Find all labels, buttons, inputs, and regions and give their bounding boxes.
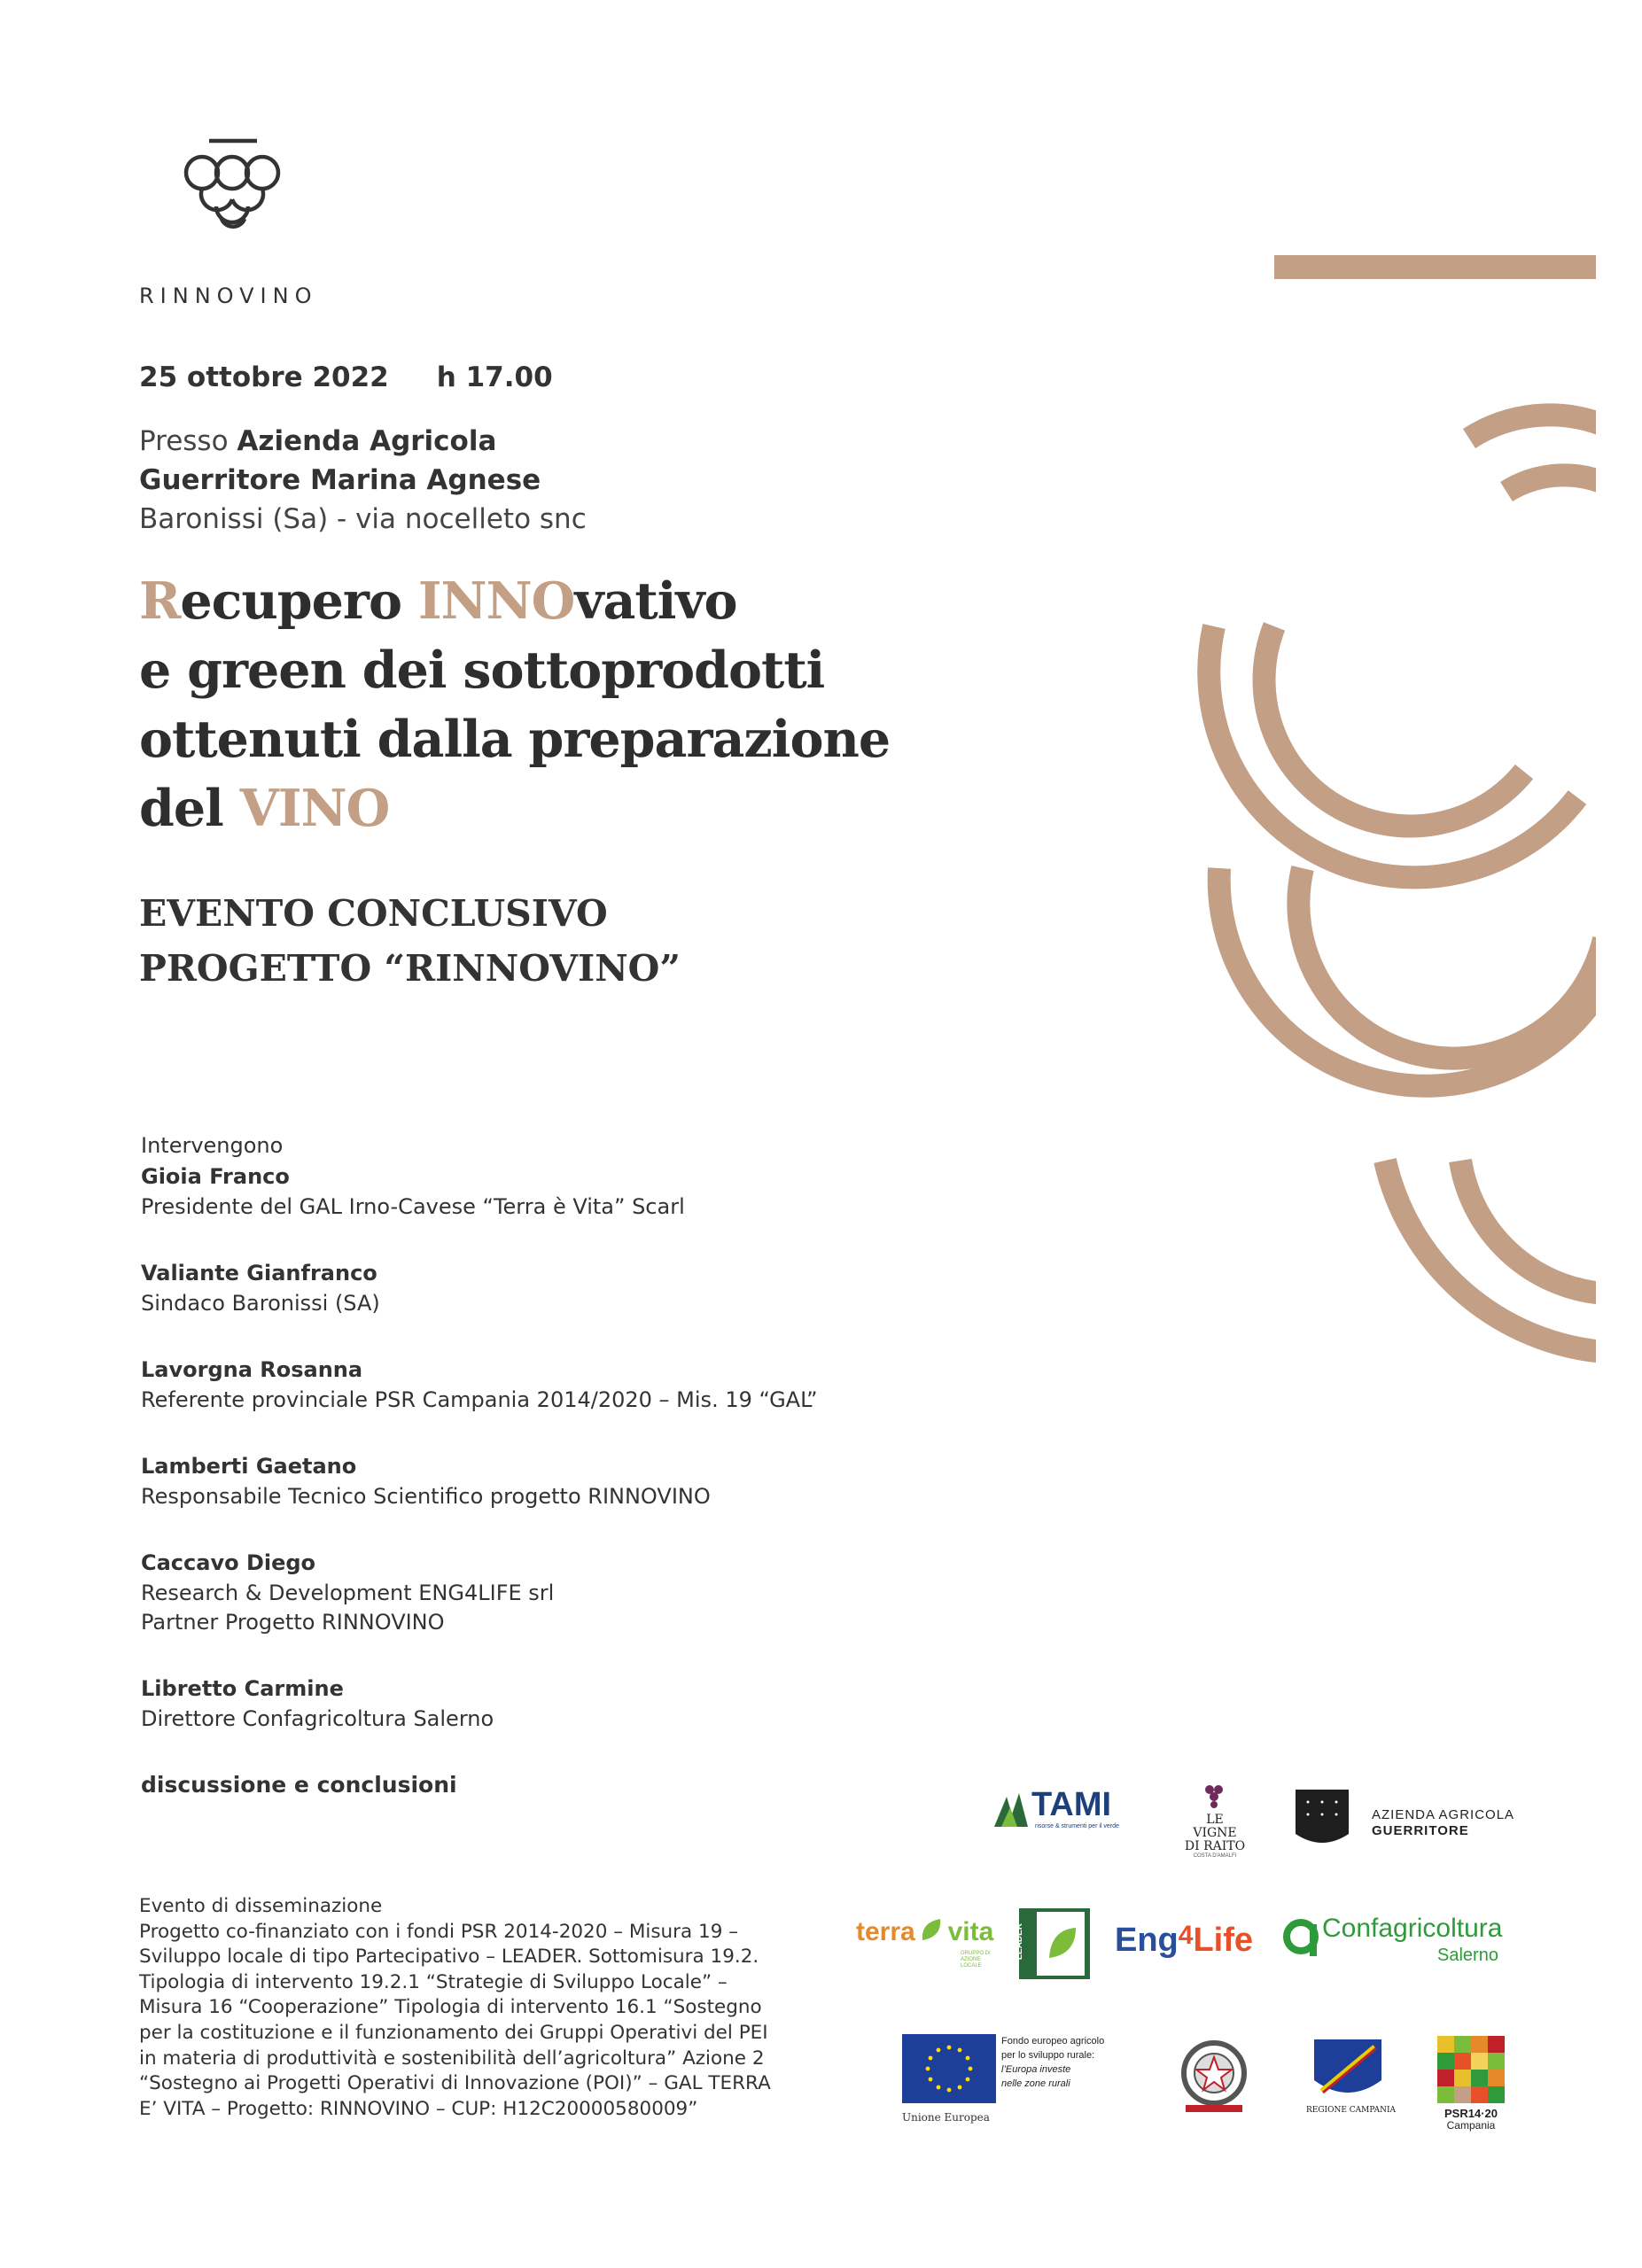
title-ecupero: ecupero [180, 571, 418, 631]
speaker-item [141, 1450, 818, 1511]
speaker-role: Referente provinciale PSR Campania 2014/2020 – Mis. 19 “GAL” [141, 1387, 818, 1412]
feasr-text [1001, 2034, 1104, 2091]
decorative-mid-ring-2 [1298, 868, 1604, 1059]
regione-campania-logo [1306, 2038, 1397, 2115]
brand-name: RINNOVINO [139, 284, 318, 308]
event-time: h 17.00 [436, 361, 553, 393]
decorative-low-ring-2 [1460, 1161, 1604, 1293]
terravita-text-b: vita [947, 1917, 994, 1946]
leader-leaf-icon [1044, 1922, 1081, 1965]
psr-text-2: Campania [1446, 2119, 1496, 2132]
event-venue [139, 422, 587, 539]
guerritore-text-1: AZIENDA AGRICOLA [1372, 1807, 1515, 1822]
eng-text-a: Eng [1115, 1922, 1179, 1959]
title-vino: VINO [239, 779, 390, 838]
event-date: 25 ottobre 2022 [139, 361, 389, 393]
dissemination-line: Tipologia di intervento 19.2.1 “Strategie di Sviluppo Locale” – [139, 1970, 728, 1993]
vigne-raito-logo [1175, 1781, 1255, 1859]
event-subtitle [139, 886, 681, 996]
decorative-bar [1274, 255, 1596, 279]
regione-label: REGIONE CAMPANIA [1306, 2106, 1397, 2115]
vigne-text-1: LE [1206, 1813, 1224, 1827]
speaker-item [141, 1161, 818, 1222]
speaker-item [141, 1547, 818, 1637]
vine-icon [1197, 1781, 1233, 1809]
title-r: R [139, 571, 181, 631]
tami-logo [992, 1786, 1119, 1835]
eu-label: Unione Europea [902, 2111, 990, 2124]
psr-campania-logo [1437, 2036, 1505, 2132]
terravita-text-a: terra [856, 1917, 915, 1946]
dissemination-text [139, 1894, 813, 2122]
subtitle-line-2: PROGETTO “RINNOVINO” [139, 947, 681, 990]
title-line-2: e green dei sottoprodotti [139, 641, 825, 700]
dissemination-line: per la costituzione e il funzionamento dei Gruppi Operativi del PEI [139, 2021, 768, 2044]
subtitle-line-1: EVENTO CONCLUSIVO [139, 892, 608, 935]
terravita-subtext: GRUPPO DI AZIONE LOCALE [961, 1951, 991, 1969]
guerritore-text-2: GUERRITORE [1372, 1823, 1469, 1838]
speaker-role-2: Partner Progetto RINNOVINO [141, 1610, 445, 1635]
decorative-top-arc-2 [1506, 475, 1604, 492]
title-inno: INNO [417, 571, 575, 631]
psr-text-1: PSR14·20 [1444, 2107, 1498, 2120]
speaker-role: Sindaco Baronissi (SA) [141, 1291, 380, 1316]
dissemination-line: in materia di produttività e sostenibilità dell’agricoltura” Azione 2 [139, 2047, 765, 2070]
leader-logo [1015, 1908, 1090, 1979]
speaker-name: Lavorgna Rosanna [141, 1357, 363, 1382]
speaker-name: Libretto Carmine [141, 1676, 344, 1701]
speaker-name: Gioia Franco [141, 1164, 290, 1189]
speaker-role: Responsabile Tecnico Scientifico progetto RINNOVINO [141, 1484, 711, 1509]
speaker-item [141, 1257, 818, 1318]
leader-text: LEADER [1015, 1922, 1025, 1961]
decorative-low-ring-1 [1385, 1161, 1604, 1352]
feasr-line-1: Fondo europeo agricolo [1001, 2036, 1105, 2047]
regione-campania-shield-icon [1312, 2038, 1383, 2101]
title-del: del [139, 779, 240, 838]
eu-flag-icon [902, 2034, 996, 2103]
tami-mark-icon [992, 1788, 1037, 1830]
venue-name-1: Azienda Agricola [237, 425, 497, 457]
psr-mosaic-icon [1437, 2036, 1505, 2103]
eu-logo [902, 2034, 1105, 2124]
guerritore-shield-icon [1294, 1788, 1350, 1852]
speaker-name: Caccavo Diego [141, 1550, 316, 1575]
tami-text: TAMI [1031, 1786, 1112, 1823]
decorative-rings-icon [1037, 248, 1642, 1373]
dissemination-line: Sviluppo locale di tipo Partecipativo – LEADER. Sottomisura 19.2. [139, 1946, 759, 1969]
tami-subtext: risorse & strumenti per il verde [1035, 1823, 1119, 1829]
vigne-text-4: COSTA D'AMALFI [1193, 1853, 1237, 1859]
title-line-3: ottenuti dalla preparazione [139, 710, 891, 769]
italian-republic-emblem-icon [1173, 2034, 1255, 2117]
dissemination-line: Progetto co-finanziato con i fondi PSR 2014-2020 – Misura 19 – [139, 1920, 738, 1943]
vigne-text-2: VIGNE [1193, 1826, 1237, 1840]
discussion-label: discussione e conclusioni [141, 1772, 457, 1798]
speaker-name: Valiante Gianfranco [141, 1261, 377, 1285]
vigne-text-3: DI RAITO [1184, 1839, 1246, 1853]
leaf-icon [919, 1917, 944, 1944]
confagricoltura-logo [1283, 1914, 1503, 1966]
terra-vita-logo [856, 1917, 994, 1969]
venue-name-2: Guerritore Marina Agnese [139, 464, 541, 496]
feasr-line-3: l’Europa investe [1001, 2064, 1071, 2075]
venue-prefix: Presso [139, 425, 229, 457]
dissemination-line: Misura 16 “Cooperazione” Tipologia di intervento 16.1 “Sostegno [139, 1996, 762, 2019]
confagri-subtext: Salerno [1437, 1946, 1498, 1965]
dissemination-line: Evento di disseminazione [139, 1895, 383, 1917]
feasr-line-4: nelle zone rurali [1001, 2078, 1070, 2089]
title-vativo: vativo [574, 571, 737, 631]
decorative-top-arc-1 [1469, 415, 1604, 439]
speaker-item [141, 1673, 818, 1734]
rinnovino-logo-icon [177, 137, 288, 248]
feasr-line-2: per lo sviluppo rurale: [1001, 2050, 1095, 2061]
speaker-role: Research & Development ENG4LIFE srl [141, 1581, 555, 1605]
decorative-inner-arc [1265, 626, 1524, 826]
venue-address: Baronissi (Sa) - via nocelleto snc [139, 503, 587, 535]
speakers-section [141, 1130, 818, 1734]
speaker-name: Lamberti Gaetano [141, 1454, 357, 1479]
eng-text-b: 4 [1178, 1921, 1194, 1950]
event-title [139, 567, 890, 843]
speaker-role: Direttore Confagricoltura Salerno [141, 1706, 494, 1731]
speakers-label: Intervengono [141, 1133, 284, 1158]
event-datetime [139, 361, 553, 393]
speaker-item [141, 1354, 818, 1415]
eng4life-logo [1115, 1921, 1253, 1960]
confagri-text: Confagricoltura [1322, 1914, 1503, 1943]
speaker-role: Presidente del GAL Irno-Cavese “Terra è Vita” Scarl [141, 1194, 685, 1219]
confagricoltura-mark-icon [1283, 1915, 1320, 1961]
dissemination-line: “Sostegno ai Progetti Operativi di Innovazione (POI)” – GAL TERRA [139, 2072, 771, 2095]
guerritore-logo [1294, 1788, 1515, 1856]
dissemination-line: E’ VITA – Progetto: RINNOVINO – CUP: H12C20000580009” [139, 2097, 698, 2120]
eng-text-c: Life [1193, 1922, 1254, 1959]
